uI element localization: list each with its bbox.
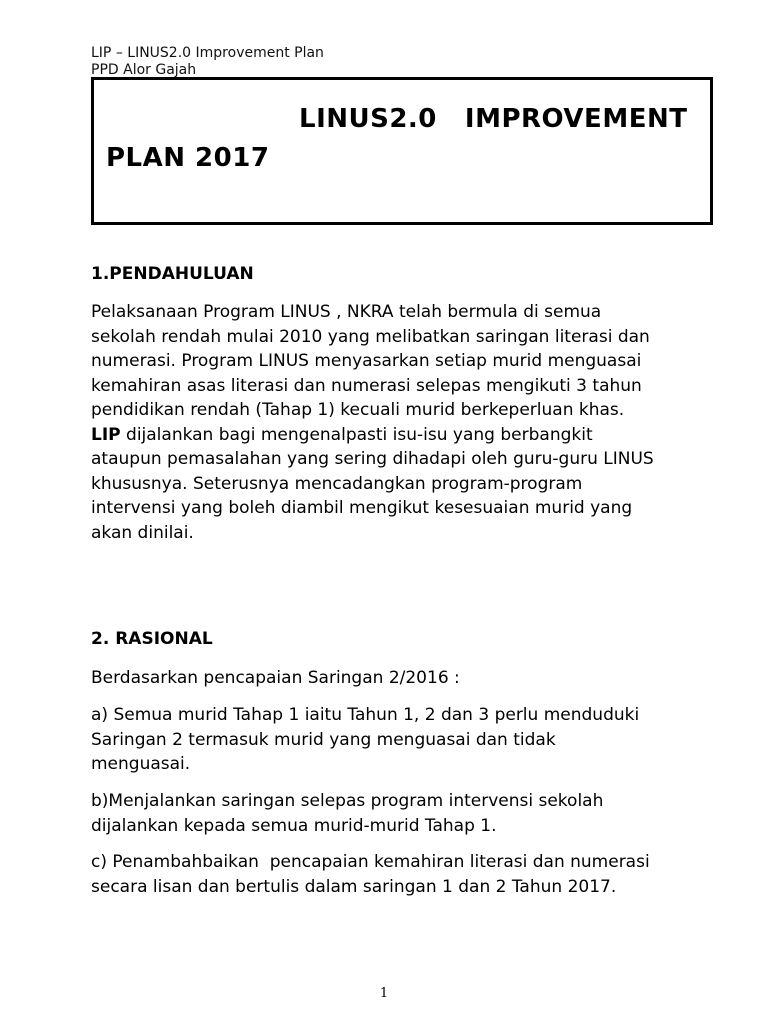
lip-bold-term: LIP [91, 424, 121, 445]
text-line: intervensi yang boleh diambil mengikut kesesuaian murid yang [91, 498, 633, 518]
section-heading-rasional: 2. RASIONAL [91, 629, 213, 649]
text-line: akan dinilai. [91, 522, 194, 543]
paragraph-pendahuluan [91, 300, 691, 545]
text-line: kemahiran asas literasi dan numerasi selepas mengikuti 3 tahun [91, 375, 642, 396]
text-line: dijalankan kepada semua murid-murid Tahap 1. [91, 815, 497, 836]
text-line: numerasi. Program LINUS menyasarkan setiap murid menguasai [91, 351, 642, 371]
page-number: 1 [379, 986, 389, 1001]
text-line: ataupun pemasalahan yang sering dihadapi oleh guru-guru LINUS [91, 449, 654, 469]
running-header-district: PPD Alor Gajah [91, 62, 197, 78]
section-heading-pendahuluan: 1.PENDAHULUAN [91, 264, 254, 284]
text-line: sekolah rendah mulai 2010 yang melibatkan saringan literasi dan [91, 326, 650, 347]
title-line-2: PLAN 2017 [106, 143, 270, 173]
title-box [91, 77, 713, 225]
text-line: c) Penambahbaikan pencapaian kemahiran literasi dan numerasi [91, 852, 650, 872]
rasional-item-b [91, 789, 691, 838]
text-line: Pelaksanaan Program LINUS , NKRA telah bermula di semua [91, 302, 602, 322]
text-line: b)Menjalankan saringan selepas program intervensi sekolah [91, 791, 604, 811]
text-line: Saringan 2 termasuk murid yang menguasai dan tidak [91, 729, 556, 750]
text-line: menguasai. [91, 754, 191, 774]
title-part-1: LINUS2.0 [299, 104, 437, 134]
text-line: pendidikan rendah (Tahap 1) kecuali murid berkeperluan khas. [91, 400, 625, 420]
title-line-1 [299, 104, 687, 134]
text-line: Berdasarkan pencapaian Saringan 2/2016 : [91, 668, 460, 688]
running-header-title: LIP – LINUS2.0 Improvement Plan [91, 45, 324, 61]
rasional-item-c [91, 850, 691, 899]
lip-sentence: dijalankan bagi mengenalpasti isu-isu yang berbangkit [120, 424, 593, 445]
text-line: secara lisan dan bertulis dalam saringan 1 dan 2 Tahun 2017. [91, 876, 617, 897]
text-line: a) Semua murid Tahap 1 iaitu Tahun 1, 2 dan 3 perlu menduduki [91, 705, 640, 725]
title-part-2: IMPROVEMENT [464, 104, 688, 134]
rasional-intro [91, 666, 691, 691]
text-line-lip [91, 423, 691, 448]
text-line: khususnya. Seterusnya mencadangkan program-program [91, 473, 583, 494]
rasional-item-a [91, 703, 691, 777]
